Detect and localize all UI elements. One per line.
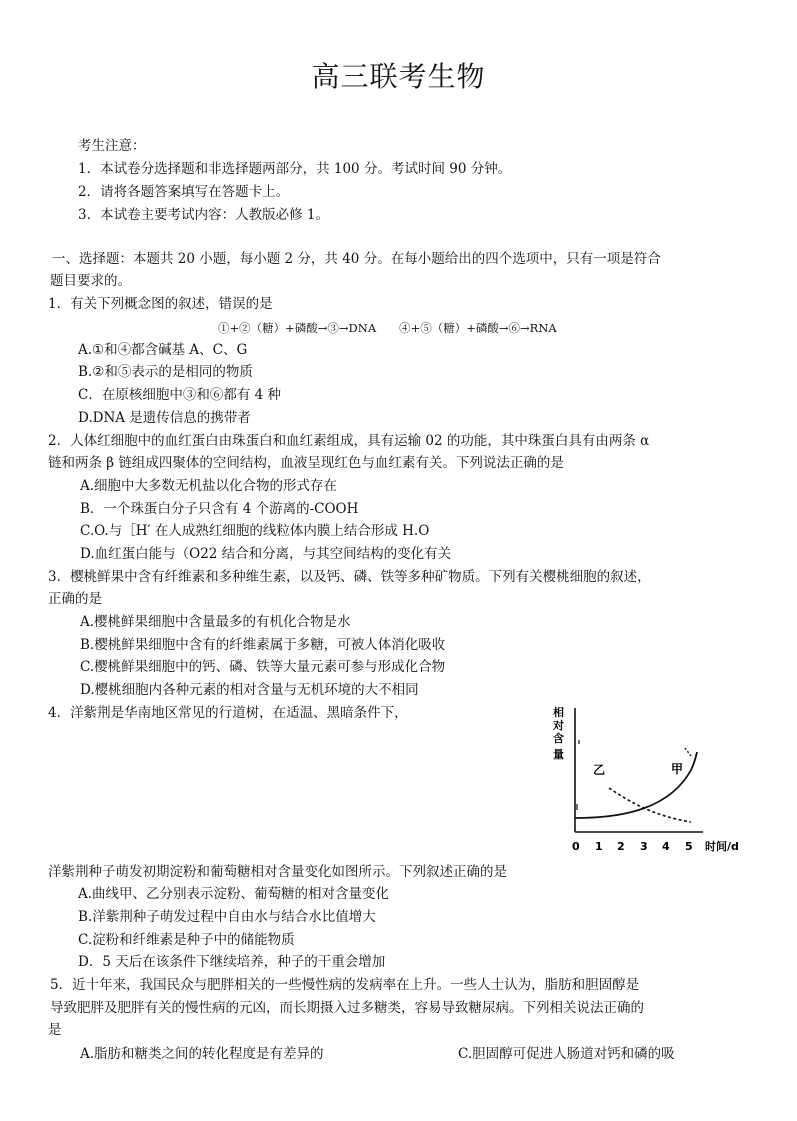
question-stem: 正确的是 — [48, 591, 102, 607]
svg-text:对: 对 — [553, 719, 564, 732]
question-option: A.曲线甲、乙分别表示淀粉、葡萄糖的相对含量变化 — [78, 886, 390, 902]
curve-jia-dash — [685, 748, 691, 756]
question-stem: 3．樱桃鲜果中含有纤维素和多种维生素，以及钙、磷、铁等多种矿物质。下列有关樱桃细胞的叙述， — [48, 569, 651, 585]
question-option: A.脂肪和糖类之间的转化程度是有差异的 — [80, 1046, 324, 1062]
svg-text:量: 量 — [553, 748, 564, 761]
question-option: D.樱桃细胞内各种元素的相对含量与无机环境的大不相同 — [80, 682, 419, 698]
question-option: A.①和④都含碱基 A、C、G — [78, 342, 248, 358]
notice-heading: 考生注意： — [78, 138, 146, 154]
notice-item: 2．请将各题答案填写在答题卡上。 — [78, 184, 290, 200]
svg-text:含: 含 — [553, 732, 564, 745]
question-option: C.O.与［H′ 在人成熟红细胞的线粒体内膜上结合形成 H.O — [80, 523, 430, 539]
x-tick-label: 4 — [662, 840, 670, 853]
question-option: B.②和⑤表示的是相同的物质 — [78, 364, 253, 380]
x-tick-label: 2 — [617, 840, 625, 853]
svg-text:相: 相 — [553, 706, 564, 719]
section-heading: 一、选择题：本题共 20 小题，每小题 2 分，共 40 分。在每小题给出的四个选项中，只有一项是符合 — [52, 251, 661, 267]
y-axis-label — [552, 705, 564, 761]
question-stem: 5．近十年来，我国民众与肥胖相关的一些慢性病的发病率在上升。一些人士认为，脂肪和胆固醇是 — [50, 977, 640, 993]
question-option: A.樱桃鲜果细胞中含量最多的有机化合物是水 — [80, 614, 351, 630]
question-option: C.淀粉和纤维素是种子中的储能物质 — [78, 932, 295, 948]
question-stem: 链和两条 β 链组成四聚体的空间结构，血液呈现红色与血红素有关。下列说法正确的是 — [48, 455, 564, 471]
question-option: C．在原核细胞中③和⑥都有 4 种 — [78, 387, 282, 403]
x-tick-label: 5 — [685, 840, 693, 853]
starch-glucose-figure — [545, 700, 745, 858]
question-stem: 是 — [48, 1022, 62, 1038]
x-tick-label: 3 — [640, 840, 648, 853]
question-option: B．一个珠蛋白分子只含有 4 个游离的-COOH — [80, 501, 359, 517]
notice-item: 3．本试卷主要考试内容：人教版必修 1。 — [78, 207, 329, 223]
question-option: A.细胞中大多数无机盐以化合物的形式存在 — [80, 478, 338, 494]
question-stem: 洋紫荆种子萌发初期淀粉和葡萄糖相对含量变化如图所示。下列叙述正确的是 — [48, 864, 507, 880]
question-stem: 4．洋紫荆是华南地区常见的行道树，在适温、黑暗条件下， — [48, 705, 408, 721]
question-option: B.樱桃鲜果细胞中含有的纤维素属于多糖，可被人体消化吸收 — [80, 637, 446, 653]
question-stem: 导致肥胖及肥胖有关的慢性病的元凶，而长期摄入过多糖类，容易导致糖尿病。下列相关说法正确的 — [50, 1000, 644, 1016]
x-tick-label: 0 — [572, 840, 580, 853]
concept-formula: ①+②（糖）+磷酸→③→DNA ④+⑤（糖）+磷酸→⑥→RNA — [218, 321, 557, 335]
question-option: B.洋紫荆种子萌发过程中自由水与结合水比值增大 — [78, 909, 376, 925]
x-axis-label: 时间/d — [705, 840, 739, 853]
section-heading: 题目要求的。 — [50, 273, 131, 289]
question-stem: 2．人体红细胞中的血红蛋白由珠蛋白和血红素组成，具有运输 02 的功能，其中珠蛋白具有由两条 α — [48, 433, 650, 449]
curve-yi-label: 乙 — [593, 763, 606, 777]
question-option: C.樱桃鲜果细胞中的钙、磷、铁等大量元素可参与形成化合物 — [80, 659, 446, 675]
curve-jia-label: 甲 — [671, 762, 684, 776]
question-option: D.DNA 是遗传信息的携带者 — [78, 410, 251, 426]
page-title: 高三联考生物 — [311, 60, 486, 93]
question-option: D．5 天后在该条件下继续培养，种子的干重会增加 — [78, 954, 386, 970]
question-option: D.血红蛋白能与（O22 结合和分离，与其空间结构的变化有关 — [80, 546, 452, 562]
question-stem: 1．有关下列概念图的叙述，错误的是 — [48, 296, 273, 312]
question-option: C.胆固醇可促进人肠道对钙和磷的吸 — [458, 1046, 675, 1062]
notice-item: 1．本试卷分选择题和非选择题两部分，共 100 分。考试时间 90 分钟。 — [78, 161, 512, 177]
x-tick-label: 1 — [595, 840, 603, 853]
